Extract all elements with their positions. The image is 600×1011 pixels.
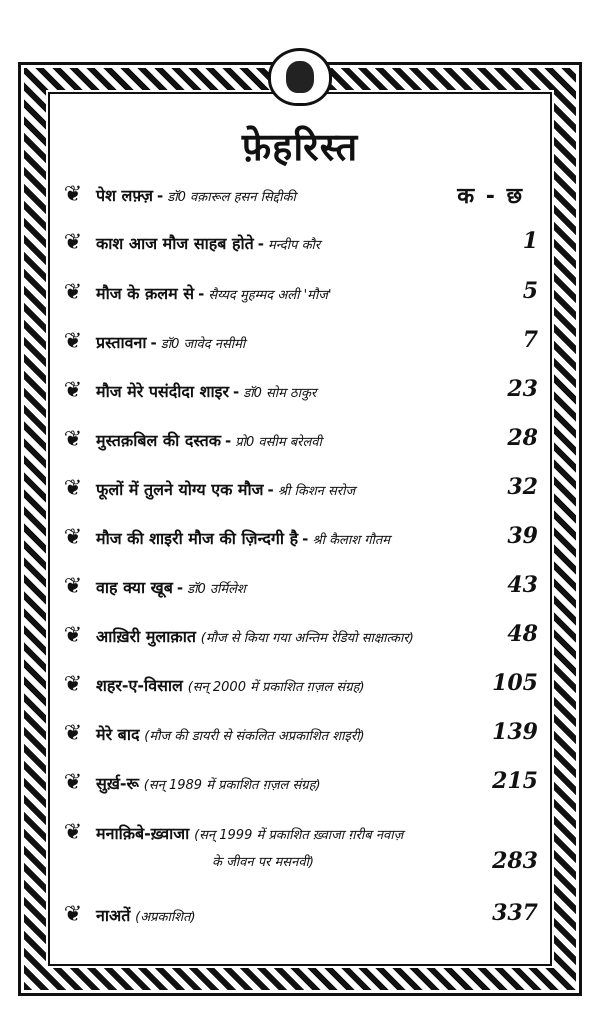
list-item xyxy=(62,715,548,755)
entry-title: मनाक़िबे-ख़्वाजा xyxy=(96,824,190,843)
entry-note: (मौज की डायरी से संकलित अप्रकाशित शाइरी) xyxy=(144,729,365,744)
entry-page: 32 xyxy=(507,474,538,500)
entry-author: श्री कैलाश गौतम xyxy=(312,533,391,548)
entry-separator: - xyxy=(302,530,309,548)
entry-separator: - xyxy=(176,579,184,597)
list-item xyxy=(62,519,548,559)
list-item xyxy=(62,176,548,216)
ornament-bullet-icon: ❦ xyxy=(63,623,83,648)
entry-separator: - xyxy=(267,481,274,499)
entry-separator: - xyxy=(233,383,240,401)
entry-page: 1 xyxy=(522,228,538,254)
page-title: फ़ेहरिस्त xyxy=(241,124,359,169)
entry-note: (मौज से किया गया अन्तिम रेडियो साक्षात्कार) xyxy=(200,631,414,646)
entry-author: मन्दीप कौर xyxy=(268,238,321,253)
ornament-bullet-icon: ❦ xyxy=(63,902,83,927)
ornament-bullet-icon: ❦ xyxy=(63,525,83,550)
entry-title: वाह क्या खूब xyxy=(96,578,173,597)
entry-author: श्री किशन सरोज xyxy=(277,484,356,499)
entry-page: 283 xyxy=(492,848,538,874)
entry-title: प्रस्तावना xyxy=(96,333,147,352)
ornament-bullet-icon: ❦ xyxy=(63,820,83,845)
entry-page: 337 xyxy=(492,900,538,926)
list-item xyxy=(62,274,548,314)
ornament-bullet-icon: ❦ xyxy=(63,574,83,599)
entry-page: 28 xyxy=(507,425,538,451)
entry-page: 7 xyxy=(522,327,538,353)
entry-page: 48 xyxy=(507,621,538,647)
list-item xyxy=(62,323,548,363)
entry-title: काश आज मौज साहब होते xyxy=(96,234,254,253)
ornament-bullet-icon: ❦ xyxy=(63,721,83,746)
entry-page: 139 xyxy=(492,719,538,745)
portrait-medallion xyxy=(268,48,332,106)
entry-note: (अप्रकाशित) xyxy=(135,910,196,925)
entry-page: 105 xyxy=(492,670,538,696)
entry-page: 43 xyxy=(507,572,538,598)
entry-title: सुर्ख़-रू xyxy=(96,774,139,793)
entry-author: डॉ0 सोम ठाकुर xyxy=(243,386,317,401)
entry-title: मौज मेरे पसंदीदा शाइर xyxy=(96,382,230,401)
list-item xyxy=(62,224,548,264)
entry-title: मौज के क़लम से xyxy=(96,284,195,303)
ornament-bullet-icon: ❦ xyxy=(63,427,83,452)
entry-author: डॉ0 उर्मिलेश xyxy=(187,582,246,597)
ornament-bullet-icon: ❦ xyxy=(63,280,83,305)
entry-separator: - xyxy=(225,432,232,450)
entry-title: फूलों में तुलने योग्य एक मौज xyxy=(96,480,264,499)
list-item xyxy=(62,470,548,510)
entry-author: सैय्यद मुहम्मद अली 'मौज' xyxy=(208,288,332,303)
list-item xyxy=(62,814,548,894)
list-item xyxy=(62,372,548,412)
entry-page: क - छ xyxy=(457,184,524,209)
ornament-bullet-icon: ❦ xyxy=(63,476,83,501)
list-item xyxy=(62,666,548,706)
entry-note: (सन् 1999 में प्रकाशित ख़्वाजा ग़रीब नवाज़ xyxy=(194,828,404,843)
entry-author: डॉ0 वक़ारूल हसन सिद्दीकी xyxy=(167,190,296,205)
entry-author: डॉ0 जावेद नसीमी xyxy=(160,337,246,352)
entry-title: पेश लफ़्ज़ xyxy=(96,186,154,205)
entry-page: 39 xyxy=(507,523,538,549)
entry-note: (सन् 1989 में प्रकाशित ग़ज़ल संग्रह) xyxy=(143,778,321,793)
entry-separator: - xyxy=(198,285,205,303)
entry-note-continued: के जीवन पर मसनवी) xyxy=(212,855,314,870)
entry-title: आख़िरी मुलाक़ात xyxy=(96,627,196,646)
entry-title: शहर-ए-विसाल xyxy=(96,676,183,695)
ornament-bullet-icon: ❦ xyxy=(63,329,83,354)
entry-author: प्रो0 वसीम बरेलवी xyxy=(235,435,322,450)
ornament-bullet-icon: ❦ xyxy=(63,182,83,207)
entry-separator: - xyxy=(150,334,157,352)
entry-note: (सन् 2000 में प्रकाशित ग़ज़ल संग्रह) xyxy=(187,680,365,695)
ornament-bullet-icon: ❦ xyxy=(63,672,83,697)
entry-page: 23 xyxy=(507,376,538,402)
entry-separator: - xyxy=(257,235,264,253)
list-item xyxy=(62,568,548,608)
entry-page: 215 xyxy=(492,768,538,794)
entry-page: 5 xyxy=(522,278,538,304)
list-item xyxy=(62,764,548,804)
list-item xyxy=(62,421,548,461)
entry-title: मौज की शाइरी मौज की ज़िन्दगी है xyxy=(96,529,299,548)
entry-title: नाअतें xyxy=(96,906,131,925)
entry-title: मुस्तक़बिल की दस्तक xyxy=(96,431,222,450)
ornament-bullet-icon: ❦ xyxy=(63,230,83,255)
list-item xyxy=(62,896,548,936)
entry-separator: - xyxy=(157,187,164,205)
portrait-icon xyxy=(286,61,314,93)
ornament-bullet-icon: ❦ xyxy=(63,770,83,795)
entry-title: मेरे बाद xyxy=(96,725,140,744)
ornament-bullet-icon: ❦ xyxy=(63,378,83,403)
list-item xyxy=(62,617,548,657)
